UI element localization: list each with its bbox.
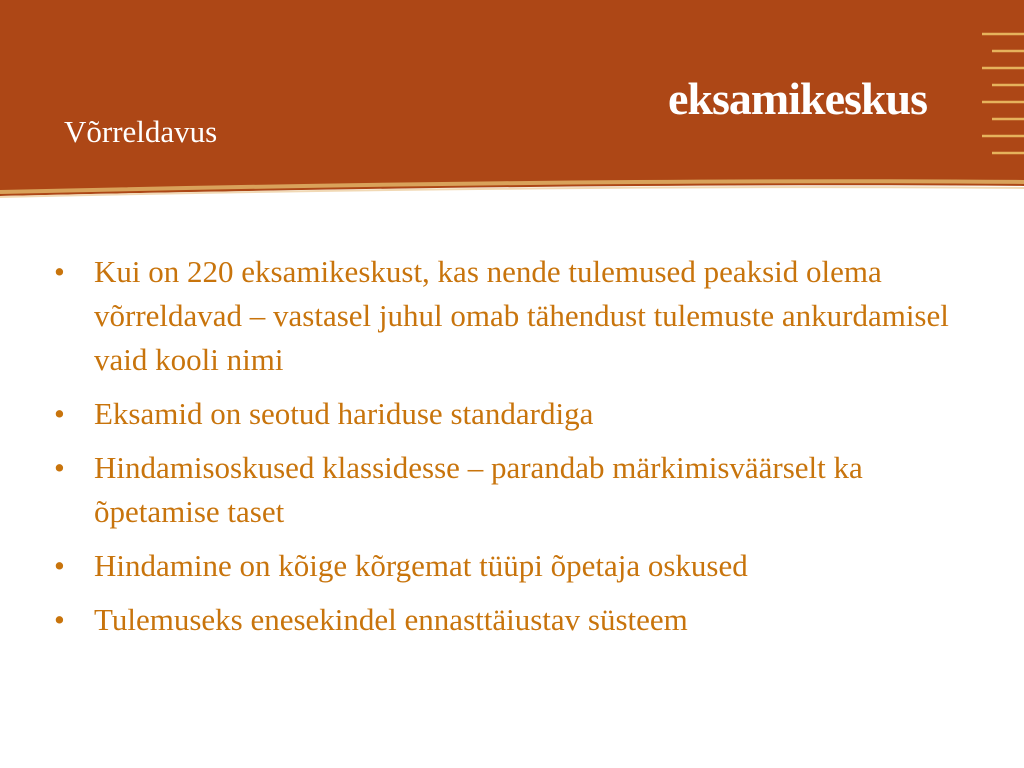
eksamikeskus-logo	[668, 73, 968, 129]
bullet-item	[54, 250, 954, 382]
bullet-list	[54, 250, 954, 652]
bullet-text: Kui on 220 eksamikeskust, kas nende tulemused peaksid olema võrreldavad – vastasel juhul omab tähendust tulemuste ankurdamisel vaid kooli nimi	[94, 254, 949, 377]
bullet-dot: •	[54, 602, 65, 637]
bullet-dot: •	[54, 548, 65, 583]
bullet-item	[54, 598, 954, 642]
bullet-text: Hindamine on kõige kõrgemat tüüpi õpetaja oskused	[94, 548, 748, 583]
logo-wordmark: eksamikeskus	[668, 73, 927, 124]
bullet-dot: •	[54, 396, 65, 431]
bullet-text: Tulemuseks enesekindel ennasttäiustav süsteem	[94, 602, 688, 637]
slide-title: Võrreldavus	[64, 114, 218, 149]
bullet-item	[54, 446, 954, 534]
bullet-item	[54, 392, 954, 436]
decorative-lines	[978, 30, 1024, 162]
bullet-dot: •	[54, 254, 65, 289]
bullet-dot: •	[54, 450, 65, 485]
bullet-text: Hindamisoskused klassidesse – parandab märkimisväärselt ka õpetamise taset	[94, 450, 863, 529]
bullet-item	[54, 544, 954, 588]
bullet-text: Eksamid on seotud hariduse standardiga	[94, 396, 594, 431]
